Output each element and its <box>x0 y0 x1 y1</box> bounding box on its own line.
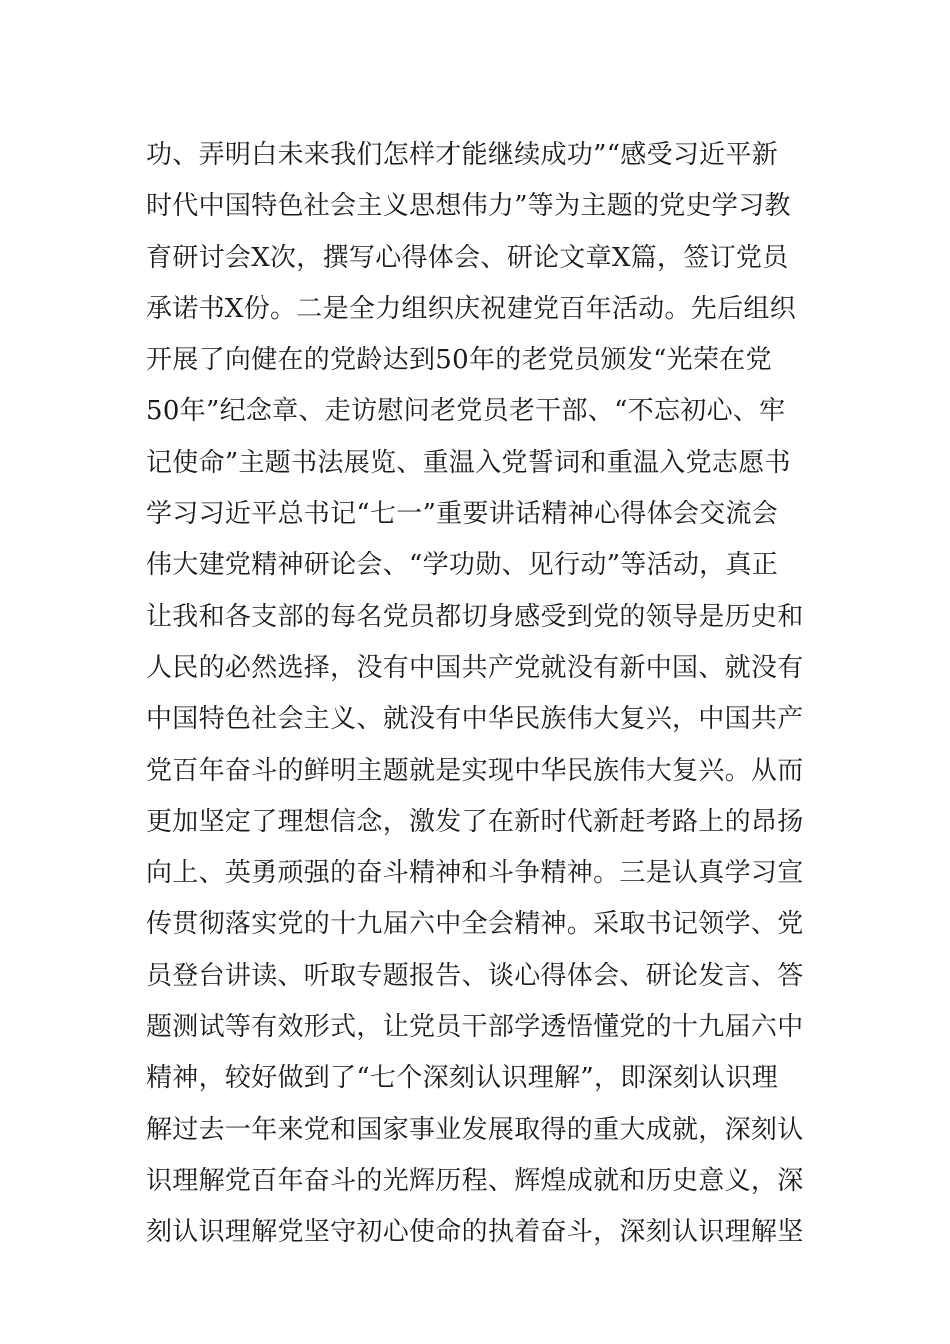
text-line-8: 学习习近平总书记“七一”重要讲话精神心得体会交流会 <box>146 499 779 530</box>
text-line-9: 伟大建党精神研论会、“学功勋、见行动”等活动，真正 <box>146 550 779 581</box>
text-line-7: 记使命”主题书法展览、重温入党誓词和重温入党志愿书 <box>146 447 791 478</box>
text-line-6: 50年”纪念章、走访慰问老党员老干部、“不忘初心、牢 <box>146 396 786 427</box>
text-line-12: 中国特色社会主义、就没有中华民族伟大复兴，中国共产 <box>146 704 804 735</box>
text-line-4: 承诺书X份。二是全力组织庆祝建党百年活动。先后组织 <box>146 293 797 324</box>
text-line-21: 识理解党百年奋斗的光辉历程、辉煌成就和历史意义，深 <box>146 1165 804 1196</box>
text-line-16: 传贯彻落实党的十九届六中全会精神。采取书记领学、党 <box>146 909 804 940</box>
text-line-10: 让我和各支部的每名党员都切身感受到党的领导是历史和 <box>146 601 804 632</box>
text-line-11: 人民的必然选择，没有中国共产党就没有新中国、就没有 <box>146 652 804 683</box>
text-line-20: 解过去一年来党和国家事业发展取得的重大成就，深刻认 <box>146 1114 804 1145</box>
text-line-13: 党百年奋斗的鲜明主题就是实现中华民族伟大复兴。从而 <box>146 755 804 786</box>
text-line-5: 开展了向健在的党龄达到50年的老党员颁发“光荣在党 <box>146 345 772 376</box>
text-line-14: 更加坚定了理想信念，激发了在新时代新赶考路上的昂扬 <box>146 806 804 837</box>
text-line-15: 向上、英勇顽强的奋斗精神和斗争精神。三是认真学习宣 <box>146 858 804 889</box>
text-line-3: 育研讨会X次，撰写心得体会、研论文章X篇，签订党员 <box>146 242 789 273</box>
text-line-18: 题测试等有效形式，让党员干部学透悟懂党的十九届六中 <box>146 1012 804 1043</box>
text-line-19: 精神，较好做到了“七个深刻认识理解”，即深刻认识理 <box>146 1063 779 1094</box>
text-line-2: 时代中国特色社会主义思想伟力”等为主题的党史学习教 <box>146 191 791 222</box>
body-paragraph <box>146 130 816 1259</box>
text-line-1: 功、弄明白未来我们怎样才能继续成功”“感受习近平新 <box>146 140 779 170</box>
text-line-22: 刻认识理解党坚守初心使命的执着奋斗，深刻认识理解坚 <box>146 1217 804 1248</box>
text-line-17: 员登台讲读、听取专题报告、谈心得体会、研论发言、答 <box>146 960 804 991</box>
